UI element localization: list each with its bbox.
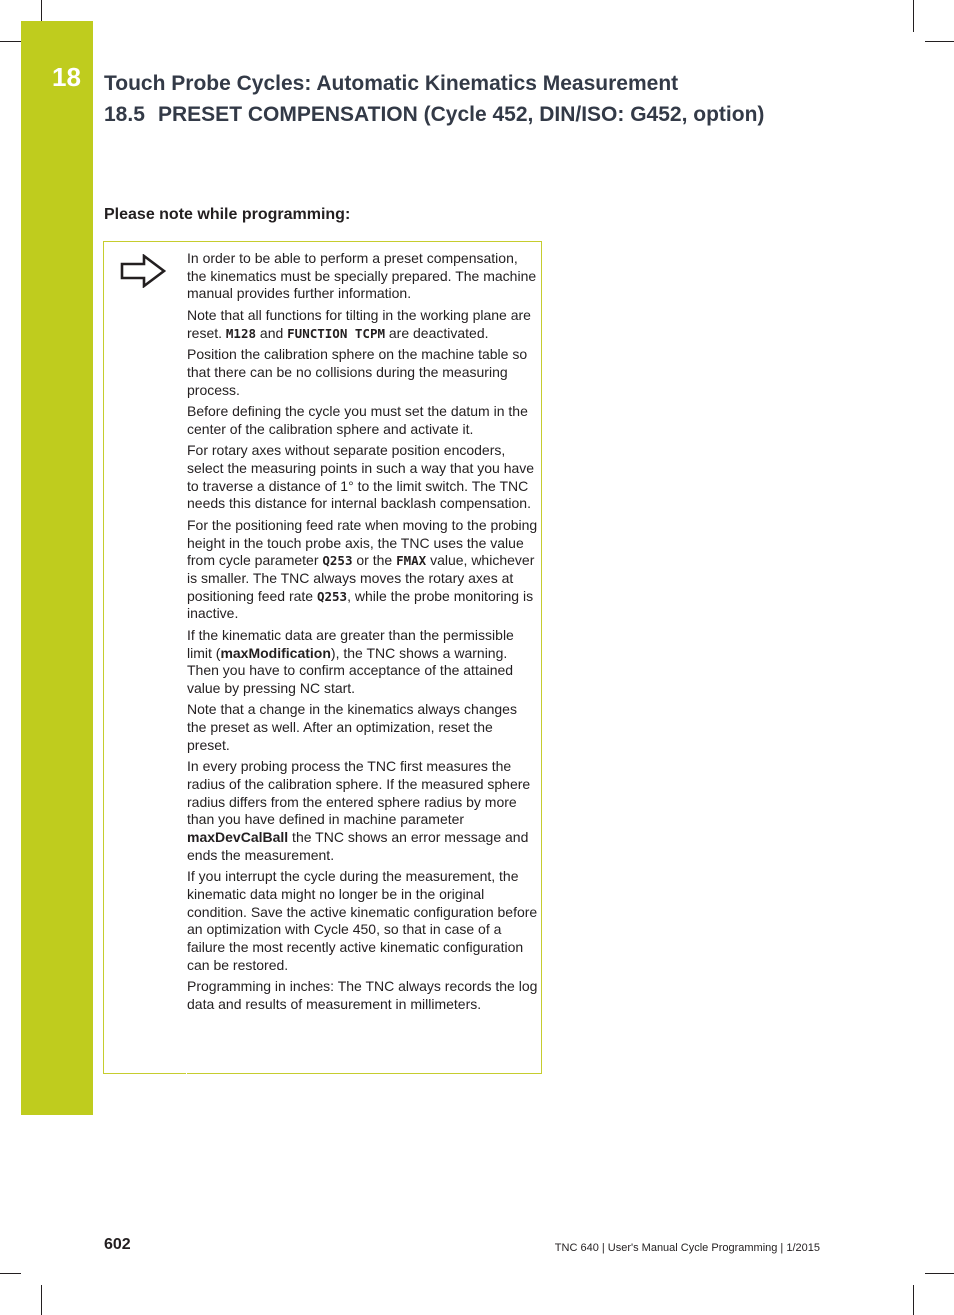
param-maxmodification: maxModification	[220, 644, 331, 661]
code-fmax: FMAX	[396, 553, 427, 569]
note-paragraph: Position the calibration sphere on the machine table so that there can be no collisions during the measuring process.	[187, 346, 528, 398]
section-title-text: PRESET COMPENSATION (Cycle 452, DIN/ISO: G452, option)	[158, 103, 765, 126]
note-paragraph: If the kinematic data are greater than the permissible limit (maxModification), the TNC shows a warning. Then you have to confirm acceptance of the attained value by pressing NC start.	[187, 626, 514, 696]
note-paragraph: Note that a change in the kinematics always changes the preset as well. After an optimization, reset the preset.	[187, 701, 517, 753]
section-number: 18.5	[104, 103, 145, 126]
crop-mark	[913, 0, 914, 32]
crop-mark	[0, 1273, 21, 1274]
note-paragraph: Programming in inches: The TNC always records the log data and results of measurement in millimeters.	[187, 978, 538, 1013]
crop-mark	[925, 41, 954, 42]
footer-text: TNC 640 | User's Manual Cycle Programming | 1/2015	[554, 1242, 820, 1254]
code-q253: Q253	[322, 553, 353, 569]
note-box-divider	[186, 1066, 187, 1074]
section-title	[104, 103, 764, 127]
note-paragraph: For rotary axes without separate position encoders, select the measuring points in such a way that you have to traverse a distance of 1° to the limit switch. The TNC needs this distance for internal backlash compensation.	[187, 442, 535, 512]
right-arrow-icon	[120, 254, 166, 288]
crop-mark	[0, 41, 21, 42]
chapter-number: 18	[52, 62, 81, 92]
note-paragraph: In order to be able to perform a preset compensation, the kinematics must be specially prepared. The machine manual provides further information.	[187, 250, 537, 302]
note-paragraph: Before defining the cycle you must set the datum in the center of the calibration sphere and activate it.	[187, 403, 528, 437]
note-box	[103, 241, 542, 1074]
code-m128: M128	[225, 325, 257, 341]
crop-mark	[41, 0, 42, 21]
note-text	[187, 250, 539, 1018]
note-paragraph: If you interrupt the cycle during the measurement, the kinematic data might no longer be in the original condition. Save the active kinematic configuration before an optimization with Cycle 450, so that in case of a failure the most recently active kinematic configuration can be restored.	[187, 868, 538, 973]
chapter-title: Touch Probe Cycles: Automatic Kinematics Measurement	[104, 72, 679, 95]
code-function-tcpm: FUNCTION TCPM	[287, 325, 385, 341]
code-q253: Q253	[316, 588, 348, 604]
note-paragraph: In every probing process the TNC first measures the radius of the calibration sphere. If the measured sphere radius differs from the entered sphere radius by more than you have defined in machine parameter maxDevCalBall the TNC shows an error message and ends the measurement.	[187, 758, 531, 863]
crop-mark	[913, 1285, 914, 1315]
chapter-sidebar	[21, 21, 93, 1115]
page-number: 602	[104, 1236, 131, 1253]
note-paragraph: For the positioning feed rate when moving to the probing height in the touch probe axis, the TNC uses the value from cycle parameter Q253 or the FMAX value, whichever is smaller. The TNC always moves the rotary axes at positioning feed rate Q253, while the probe monitoring is inactive.	[187, 516, 538, 622]
crop-mark	[925, 1273, 954, 1274]
crop-mark	[41, 1285, 42, 1315]
note-paragraph: Note that all functions for tilting in the working plane are reset. M128 and FUNCTION TCPM are deactivated.	[187, 306, 531, 341]
note-heading: Please note while programming:	[104, 206, 351, 223]
param-maxdevcalball: maxDevCalBall	[187, 829, 289, 846]
